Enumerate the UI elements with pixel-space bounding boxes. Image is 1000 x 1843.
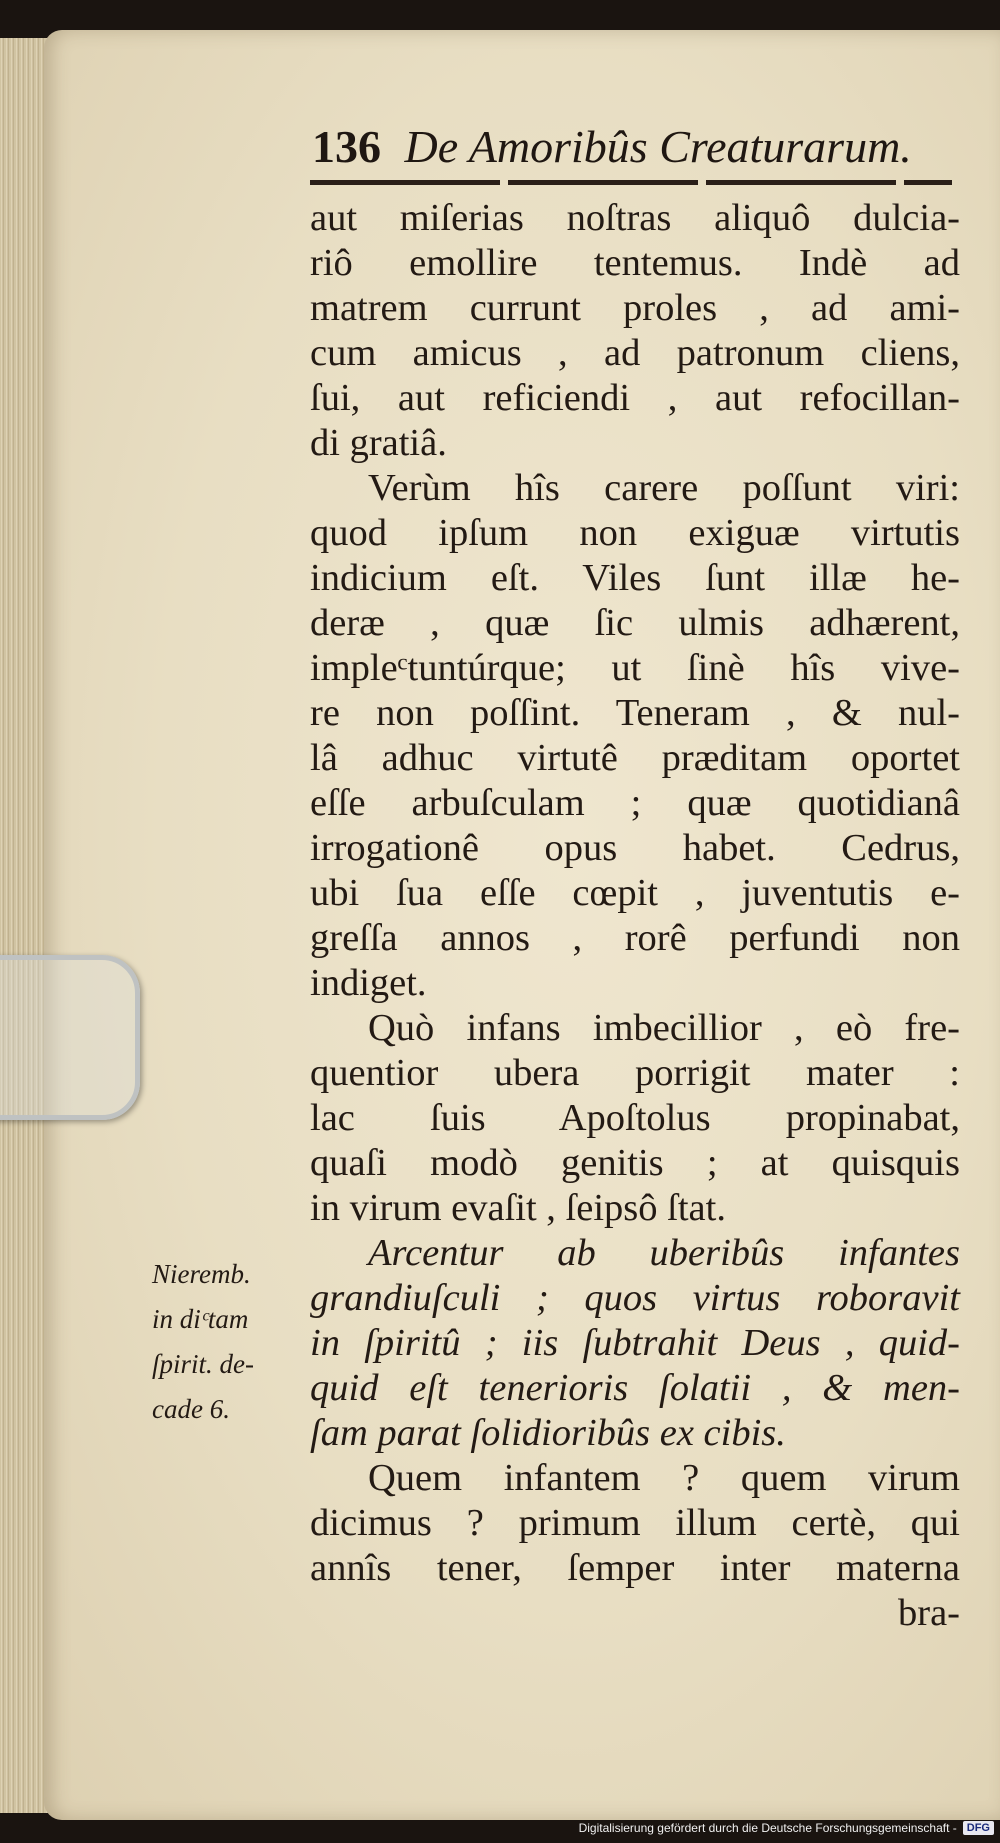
margin-note-line: in diᶜtam	[152, 1304, 249, 1334]
text-line: Verùm hîs carere poſſunt viri:	[368, 467, 960, 509]
text-line: Quem infantem ? quem virum	[368, 1457, 960, 1499]
text-line: grandiuſculi ; quos virtus roboravit	[310, 1277, 960, 1319]
text-line: re non poſſint. Teneram , & nul-	[310, 692, 960, 734]
margin-note-line: ſpirit. de-	[152, 1349, 254, 1379]
text-line: in ſpiritû ; iis ſubtrahit Deus , quid-	[310, 1322, 960, 1364]
text-line: di gratiâ.	[310, 422, 447, 464]
text-line: quaſi modò genitis ; at quisquis	[310, 1142, 960, 1184]
text-line: indicium eſt. Viles ſunt illæ he-	[310, 557, 960, 599]
text-line: indiget.	[310, 962, 427, 1004]
margin-note-line: Nieremb.	[152, 1259, 251, 1289]
text-line: lâ adhuc virtutê præditam oportet	[310, 737, 960, 779]
text-line: Arcentur ab uberibûs infantes	[368, 1232, 960, 1274]
text-line: quid eſt tenerioris ſolatii , & men-	[310, 1367, 960, 1409]
running-header	[312, 120, 952, 180]
text-line: eſſe arbuſculam ; quæ quotidianâ	[310, 782, 960, 824]
header-rule	[310, 180, 952, 185]
dfg-logo: DFG	[963, 1821, 994, 1835]
body-text	[310, 196, 960, 1636]
text-line: riô emollire tentemus. Indè ad	[310, 242, 960, 284]
text-line: in virum evaſit , ſeipsô ſtat.	[310, 1187, 726, 1229]
text-line: ſui, aut reficiendi , aut refocillan-	[310, 377, 960, 419]
text-line: aut miſerias noſtras aliquô dulcia-	[310, 197, 960, 239]
margin-note-line: cade 6.	[152, 1394, 230, 1424]
page-number: 136	[312, 121, 381, 172]
text-line: quod ipſum non exiguæ virtutis	[310, 512, 960, 554]
text-line: matrem currunt proles , ad ami-	[310, 287, 960, 329]
page-clip	[0, 955, 140, 1120]
text-line: impleᶜtuntúrque; ut ſinè hîs vive-	[310, 647, 960, 689]
text-line: lac ſuis Apoſtolus propinabat,	[310, 1097, 960, 1139]
text-line: annîs tener, ſemper inter materna	[310, 1547, 960, 1589]
text-line: bra-	[898, 1592, 960, 1634]
text-line: cum amicus , ad patronum cliens,	[310, 332, 960, 374]
text-line: dicimus ? primum illum certè, qui	[310, 1502, 960, 1544]
footer-text: Digitalisierung gefördert durch die Deutsche Forschungsgemeinschaft -	[578, 1821, 957, 1835]
text-line: ubi ſua eſſe cœpit , juventutis e-	[310, 872, 960, 914]
text-line: greſſa annos , rorê perfundi non	[310, 917, 960, 959]
text-line: irrogationê opus habet. Cedrus,	[310, 827, 960, 869]
text-line: Quò infans imbecillior , eò fre-	[368, 1007, 960, 1049]
digitization-footer	[579, 1815, 994, 1841]
text-line: ſam parat ſolidioribûs ex cibis.	[310, 1412, 786, 1454]
margin-note	[152, 1252, 312, 1432]
text-line: deræ , quæ ſic ulmis adhærent,	[310, 602, 960, 644]
running-title: De Amoribûs Creaturarum.	[404, 121, 912, 172]
text-line: quentior ubera porrigit mater :	[310, 1052, 960, 1094]
